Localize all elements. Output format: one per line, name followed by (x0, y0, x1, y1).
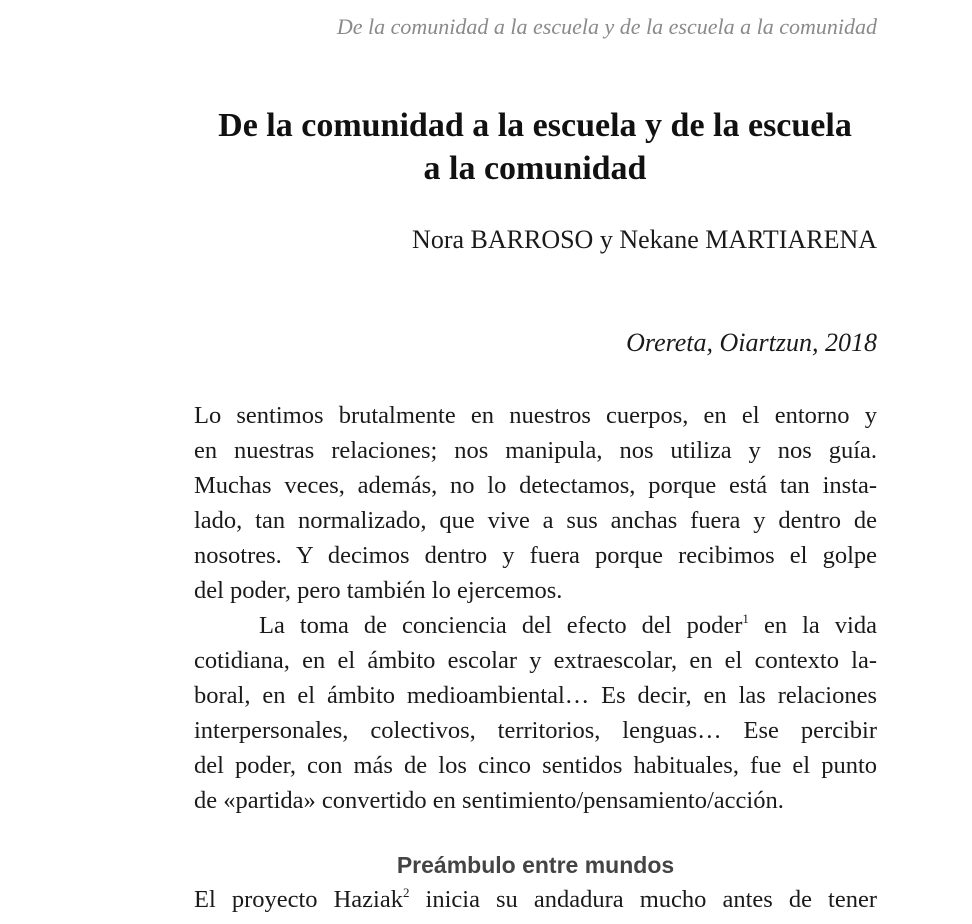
text-line: en nuestras relaciones; nos manipula, nos utiliza y nos guía. (194, 437, 877, 464)
text-fragment: inicia su andadura mucho antes de tener (409, 886, 877, 913)
text-line (194, 608, 877, 643)
text-line: lado, tan normalizado, que vive a sus anchas fuera y dentro de (194, 507, 877, 534)
text-line (194, 882, 877, 917)
article-title (160, 104, 910, 190)
text-fragment: La toma de conciencia del efecto del poder (259, 612, 743, 639)
title-line: a la comunidad (423, 150, 647, 187)
authors: Nora BARROSO y Nekane MARTIARENA (412, 225, 877, 254)
place-date: Orereta, Oiartzun, 2018 (626, 328, 877, 357)
text-fragment: en la vida (748, 612, 877, 639)
text-line: Muchas veces, además, no lo detectamos, porque está tan insta- (194, 472, 877, 499)
text-line: Lo sentimos brutalmente en nuestros cuerpos, en el entorno y (194, 402, 877, 429)
paragraph-3 (194, 882, 877, 917)
text-line: boral, en el ámbito medioambiental… Es decir, en las relaciones (194, 682, 877, 709)
text-line: de «partida» convertido en sentimiento/pensamiento/acción. (194, 787, 784, 814)
text-fragment: El proyecto Haziak (194, 886, 403, 913)
text-line: del poder, pero también lo ejercemos. (194, 577, 563, 604)
footnote-marker[interactable]: 2 (402, 885, 410, 900)
footnote-marker[interactable]: 1 (742, 611, 749, 626)
title-line: De la comunidad a la escuela y de la escuela (218, 107, 852, 144)
paragraph-2 (194, 608, 877, 818)
running-head: De la comunidad a la escuela y de la escuela a la comunidad (336, 14, 877, 39)
text-line: cotidiana, en el ámbito escolar y extraescolar, en el contexto la- (194, 647, 877, 674)
text-line: del poder, con más de los cinco sentidos habituales, fue el punto (194, 752, 877, 779)
text-line: nosotres. Y decimos dentro y fuera porque recibimos el golpe (194, 542, 877, 569)
section-heading: Preámbulo entre mundos (396, 852, 675, 878)
text-line: interpersonales, colectivos, territorios, lenguas… Ese percibir (194, 717, 877, 744)
paragraph-1 (194, 398, 877, 608)
